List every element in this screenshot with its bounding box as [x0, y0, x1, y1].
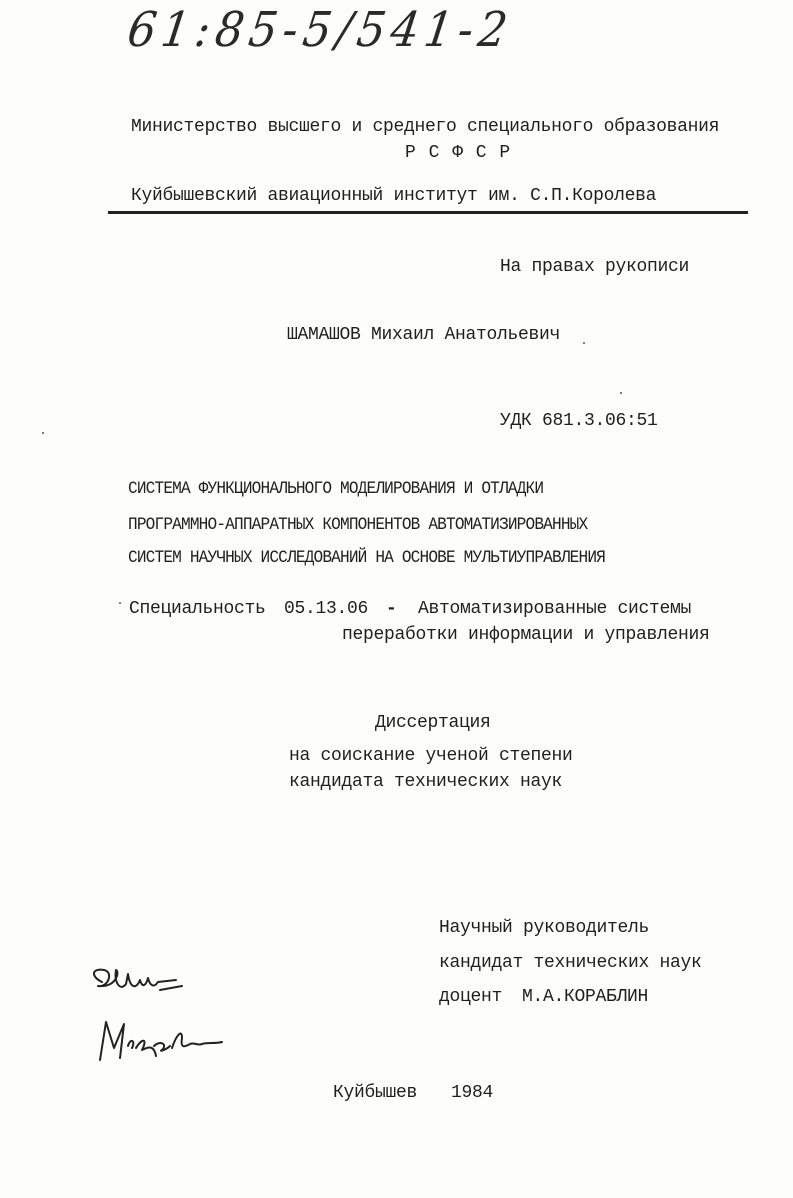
supervisor-signature	[90, 1016, 230, 1066]
archive-code: 61:85-5/541-2	[124, 2, 517, 58]
title-line-1: СИСТЕМА ФУНКЦИОНАЛЬНОГО МОДЕЛИРОВАНИЯ И ОТЛАДКИ	[128, 479, 544, 499]
header-divider	[108, 211, 748, 214]
supervisor-position: доцент	[439, 987, 503, 1007]
author-name: ШАМАШОВ Михаил Анатольевич	[287, 325, 561, 345]
dissertation-line-2: на соискание ученой степени	[289, 746, 573, 766]
dissertation-line-3: кандидата технических наук	[289, 772, 563, 792]
scan-speck	[583, 342, 585, 344]
specialty-label: Специальность	[129, 599, 266, 619]
institute-line: Куйбышевский авиационный институт им. С.П.Королева	[131, 186, 657, 206]
rights-note: На правах рукописи	[500, 257, 690, 277]
author-signature	[86, 962, 196, 1002]
specialty-name-line-1: Автоматизированные системы	[418, 599, 692, 619]
scan-speck	[620, 392, 622, 394]
scan-speck	[119, 602, 121, 604]
udc-code: УДК 681.3.06:51	[500, 411, 658, 431]
scan-speck	[42, 432, 44, 434]
specialty-code: 05.13.06	[284, 599, 369, 619]
supervisor-line-1: Научный руководитель	[439, 918, 650, 938]
republic-line: Р С Ф С Р	[405, 143, 512, 163]
ministry-line: Министерство высшего и среднего специального образования	[131, 117, 720, 137]
title-line-3: СИСТЕМ НАУЧНЫХ ИССЛЕДОВАНИЙ НА ОСНОВЕ МУЛЬТИУПРАВЛЕНИЯ	[128, 548, 606, 568]
footer-year: 1984	[451, 1083, 494, 1103]
supervisor-name: М.А.КОРАБЛИН	[522, 987, 649, 1007]
dissertation-line-1: Диссертация	[375, 713, 491, 733]
footer-city: Куйбышев	[333, 1083, 418, 1103]
specialty-name-line-2: переработки информации и управления	[342, 625, 710, 645]
title-line-2: ПРОГРАММНО-АППАРАТНЫХ КОМПОНЕНТОВ АВТОМАТИЗИРОВАННЫХ	[128, 515, 588, 535]
supervisor-line-2: кандидат технических наук	[439, 953, 702, 973]
specialty-dash: -	[386, 599, 397, 619]
